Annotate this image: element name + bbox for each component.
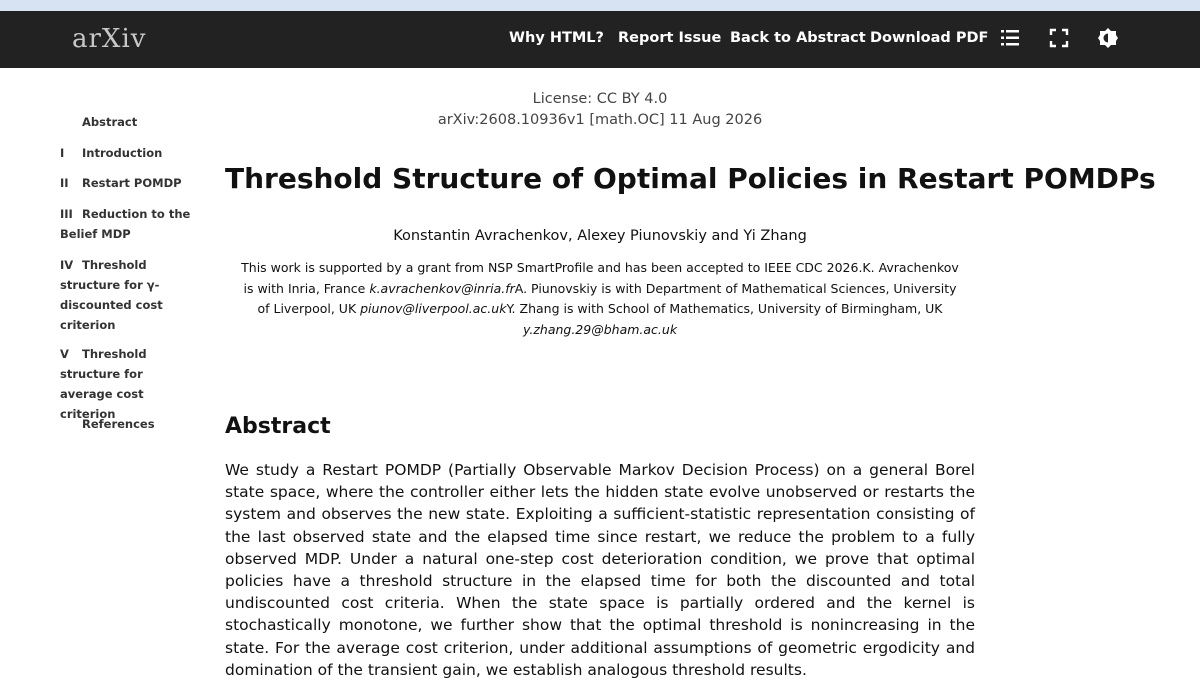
toc-item-threshold-discounted[interactable]: IV Threshold structure for γ-discounted cost criterion bbox=[60, 258, 163, 332]
paper-title: Threshold Structure of Optimal Policies in Restart POMDPs bbox=[225, 162, 1156, 195]
license-line: License: CC BY 4.0 bbox=[532, 91, 668, 107]
report-issue-link[interactable]: Report Issue bbox=[618, 30, 722, 46]
fullscreen-icon[interactable] bbox=[1048, 27, 1070, 49]
toc-item-references[interactable]: References bbox=[82, 417, 155, 431]
list-icon[interactable] bbox=[999, 27, 1021, 49]
arxiv-logo[interactable]: arXiv bbox=[72, 24, 147, 54]
download-pdf-link[interactable]: Download PDF bbox=[870, 30, 989, 46]
theme-toggle-icon[interactable] bbox=[1097, 27, 1119, 49]
toc-item-abstract[interactable]: Abstract bbox=[82, 115, 138, 129]
note-text-1: This work is supported by a grant from NSP SmartProfile and has been accepted to IEEE CDC 2026.K. Avrachenkov is with Inria, France bbox=[241, 260, 959, 296]
author-affiliation-note bbox=[238, 258, 962, 340]
note-text-2: A. Piunovskiy is with Department of Mathematical Sciences, University of Liverpool, UK bbox=[257, 280, 957, 316]
why-html-link[interactable]: Why HTML? bbox=[509, 30, 604, 46]
email-zhang: y.zhang.29@bham.ac.uk bbox=[522, 321, 678, 337]
back-to-abstract-link[interactable]: Back to Abstract bbox=[730, 30, 866, 46]
author-list: Konstantin Avrachenkov, Alexey Piunovskiy and Yi Zhang bbox=[393, 228, 807, 244]
note-text-3: Y. Zhang is with School of Mathematics, University of Birmingham, UK bbox=[506, 301, 943, 316]
toc-item-restart-pomdp[interactable]: II Restart POMDP bbox=[60, 176, 182, 190]
top-navbar bbox=[0, 11, 1200, 68]
arxiv-id-line: arXiv:2608.10936v1 [math.OC] 11 Aug 2026 bbox=[437, 112, 763, 128]
nav-links bbox=[0, 11, 1200, 68]
abstract-heading: Abstract bbox=[225, 414, 331, 439]
email-avrachenkov: k.avrachenkov@inria.fr bbox=[369, 280, 515, 296]
browser-banner bbox=[0, 0, 1200, 11]
toc-item-introduction[interactable]: I Introduction bbox=[60, 146, 163, 160]
toc-item-threshold-average[interactable]: V Threshold structure for average cost criterion bbox=[60, 347, 147, 421]
toc-item-reduction-belief-mdp[interactable]: III Reduction to the Belief MDP bbox=[60, 207, 191, 241]
abstract-text: We study a Restart POMDP (Partially Observable Markov Decision Process) on a general Borel state space, where the controller either lets the hidden state evolve unobserved or restarts the system and observes the new state. Exploiting a sufficient-statistic representation consisting of the last observed state and the elapsed time since restart, we reduce the problem to a fully observed MDP. Under a natural one-step cost deterioration condition, we prove that optimal policies have a threshold structure in the elapsed time for both the discounted and total undiscounted cost criteria. When the state space is partially ordered and the kernel is stochastically monotone, we further show that the optimal threshold is nonincreasing in the state. For the average cost criterion, under additional assumptions of geometric ergodicity and domination of the transient gain, we establish analogous threshold results. bbox=[225, 461, 975, 679]
email-piunovskiy: piunov@liverpool.ac.uk bbox=[360, 301, 507, 316]
